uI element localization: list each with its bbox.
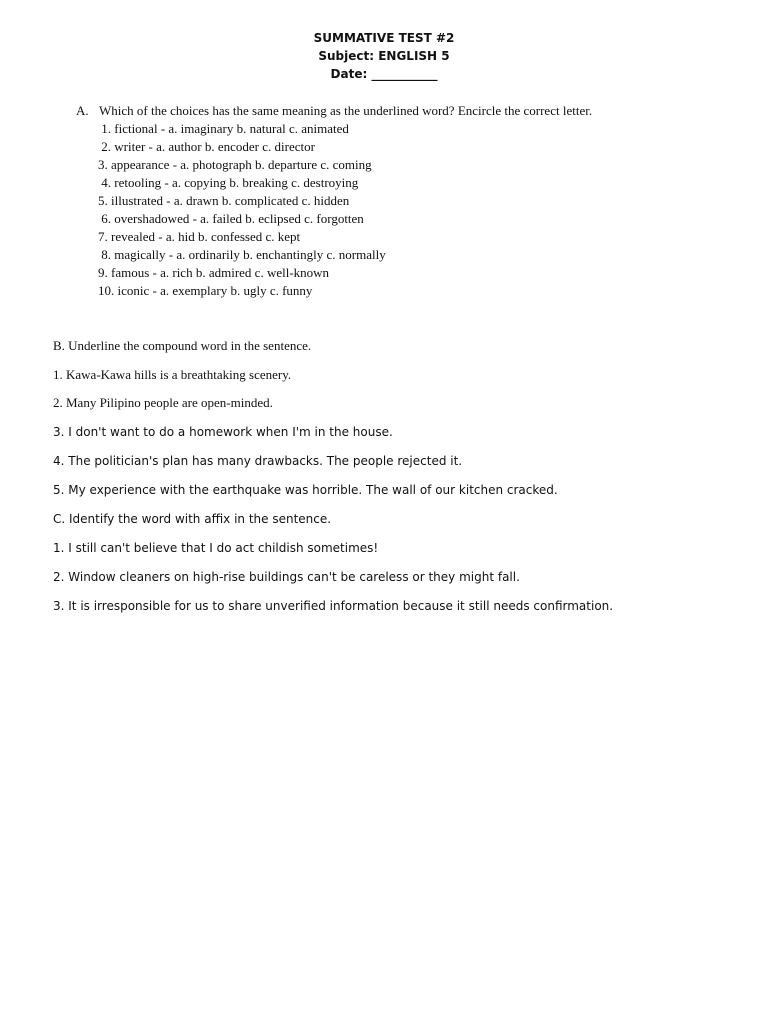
list-item: 1. fictional - a. imaginary b. natural c. animated: [98, 121, 349, 136]
section-b-item-1: 1. Kawa-Kawa hills is a breathtaking scenery.: [53, 367, 292, 382]
section-b-item-5: 5. My experience with the earthquake was horrible. The wall of our kitchen cracked.: [53, 483, 558, 497]
date-line: Date: ___________: [330, 67, 438, 81]
list-item: 4. retooling - a. copying b. breaking c. destroying: [98, 175, 359, 190]
list-item: 6. overshadowed - a. failed b. eclipsed c. forgotten: [98, 211, 364, 226]
list-item: 2. writer - a. author b. encoder c. director: [98, 139, 315, 154]
list-item: 5. illustrated - a. drawn b. complicated c. hidden: [98, 193, 350, 208]
section-c-item-3: 3. It is irresponsible for us to share unverified information because it still needs confirmation.: [53, 599, 614, 613]
list-item: 7. revealed - a. hid b. confessed c. kept: [98, 229, 301, 244]
test-header: [0, 29, 768, 83]
section-b-item-2: 2. Many Pilipino people are open-minded.: [53, 395, 273, 410]
test-title: SUMMATIVE TEST #2: [313, 31, 455, 45]
section-b-instruction: B. Underline the compound word in the sentence.: [53, 338, 312, 353]
subject-line: Subject: ENGLISH 5: [318, 49, 450, 63]
list-item: 10. iconic - a. exemplary b. ugly c. funny: [98, 283, 313, 298]
list-item: 8. magically - a. ordinarily b. enchantingly c. normally: [98, 247, 386, 262]
section-c-item-2: 2. Window cleaners on high-rise buildings can't be careless or they might fall.: [53, 570, 520, 584]
section-a-instruction-text: Which of the choices has the same meaning as the underlined word? Encircle the correct letter.: [99, 103, 593, 118]
section-a-letter: A.: [76, 103, 89, 118]
section-c-item-1: 1. I still can't believe that I do act childish sometimes!: [53, 541, 379, 555]
section-a-list: [98, 120, 386, 300]
section-c-instruction: C. Identify the word with affix in the sentence.: [53, 512, 332, 526]
list-item: 9. famous - a. rich b. admired c. well-known: [98, 265, 330, 280]
list-item: 3. appearance - a. photograph b. departure c. coming: [98, 157, 372, 172]
section-a-instruction: [76, 102, 592, 120]
section-b-item-3: 3. I don't want to do a homework when I'm in the house.: [53, 425, 393, 439]
section-b-item-4: 4. The politician's plan has many drawbacks. The people rejected it.: [53, 454, 463, 468]
